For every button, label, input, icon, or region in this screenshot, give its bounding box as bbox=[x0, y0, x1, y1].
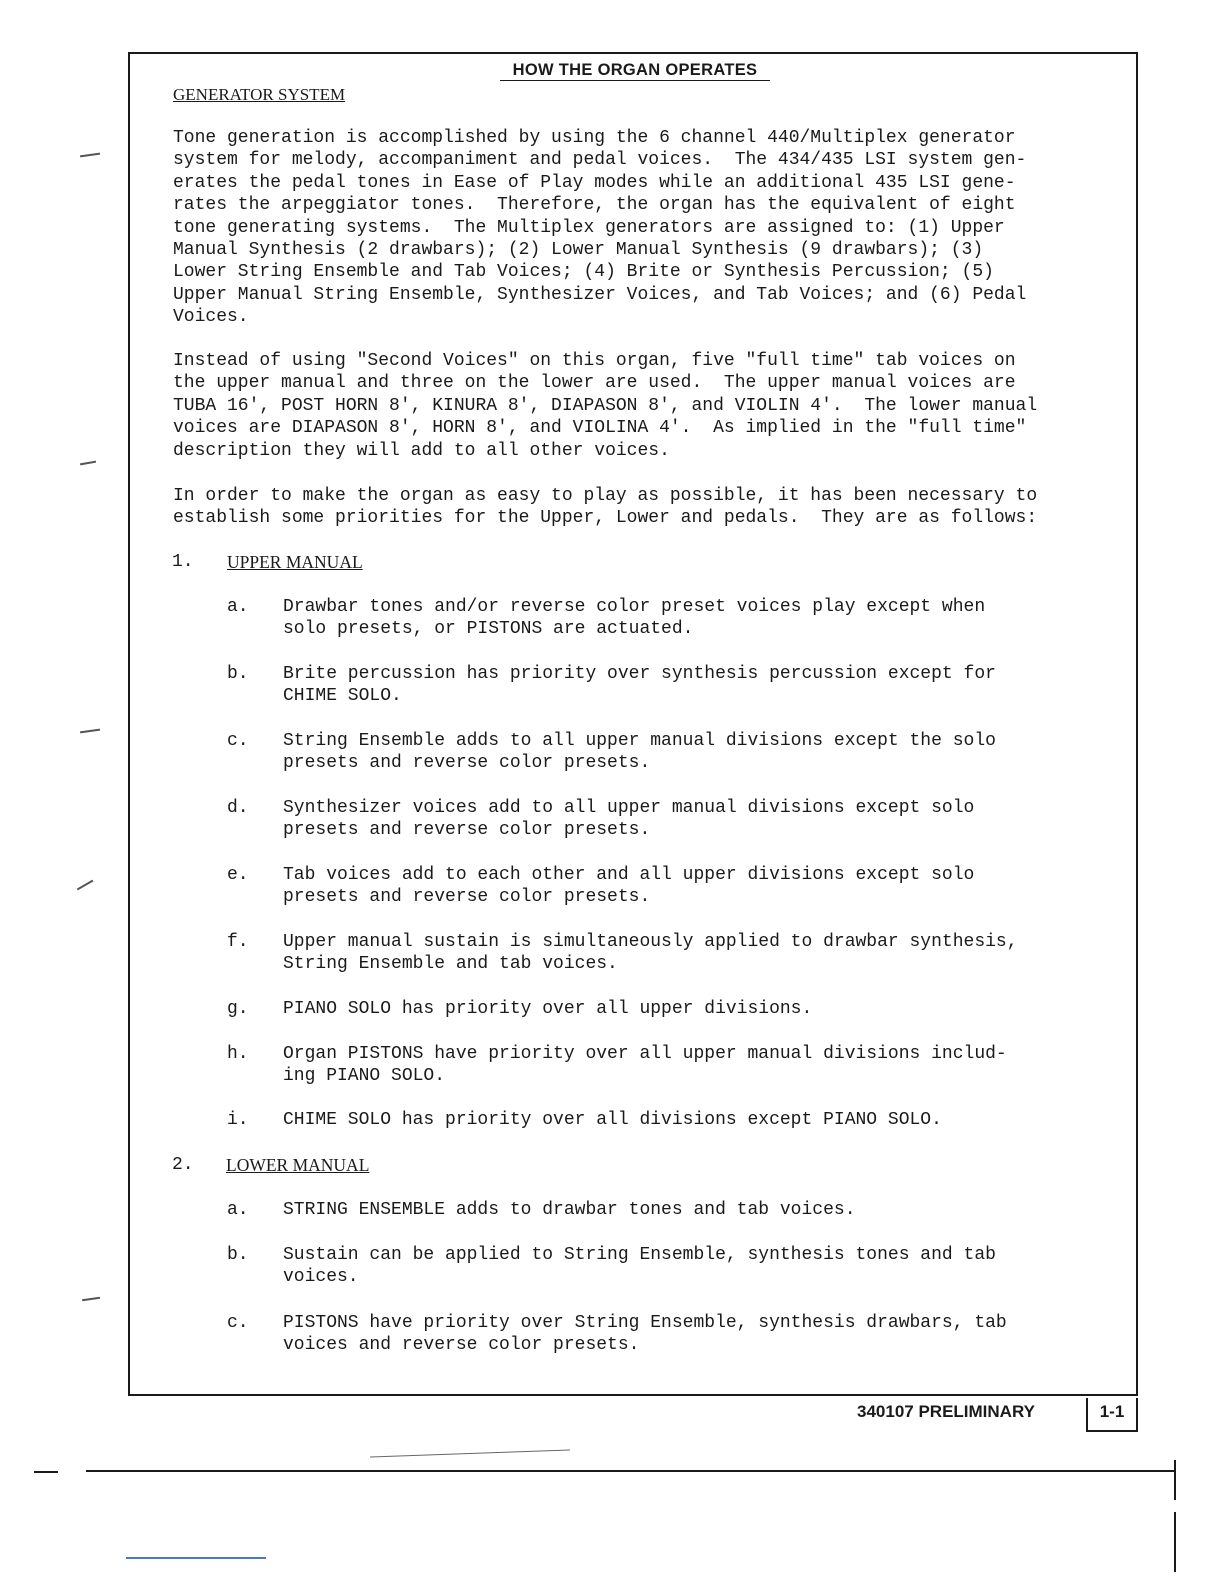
item-letter: a. bbox=[227, 1200, 249, 1220]
margin-mark bbox=[77, 880, 93, 890]
margin-mark bbox=[80, 461, 96, 465]
item-letter: c. bbox=[227, 731, 249, 751]
item-letter: d. bbox=[227, 798, 249, 818]
list-item: Sustain can be applied to String Ensemble, synthesis tones and tab voices. bbox=[283, 1245, 996, 1288]
section-heading-generator-system: GENERATOR SYSTEM bbox=[173, 85, 346, 104]
item-letter: e. bbox=[227, 865, 249, 885]
margin-mark bbox=[80, 729, 100, 733]
paragraph-second-voices: Instead of using "Second Voices" on this organ, five "full time" tab voices on the upper manual and three on the lower are used. The upper manual voices are TUBA 16', POST HORN 8', KINURA 8', DIAPASON 8', and VIOLIN 4'. The lower manual voices are DIAPASON 8', HORN 8', and VIOLINA 4'. As implied in the "full time" description they will add to all other voices. bbox=[173, 351, 1038, 461]
item-letter: c. bbox=[227, 1313, 249, 1333]
item-letter: f. bbox=[227, 932, 249, 952]
scan-artifact-line bbox=[1174, 1460, 1176, 1500]
paragraph-tone-generation: Tone generation is accomplished by using the 6 channel 440/Multiplex generator system for melody, accompaniment and pedal voices. The 434/435 LSI system gen- erates the pedal tones in Ease of Play modes while an additional 435 LSI gene- rates the arpeggiator tones. Therefore, the organ has the equivalent of eight tone generating systems. The Multiplex generators are assigned to: (1) Upper Manual Synthesis (2 drawbars); (2) Lower Manual Synthesis (9 drawbars); (3) Lower String Ensemble and Tab Voices; (4) Brite or Synthesis Percussion; (5) Upper Manual String Ensemble, Synthesizer Voices, and Tab Voices; and (6) Pedal Voices. bbox=[173, 128, 1027, 328]
document-code: 340107 PRELIMINARY bbox=[857, 1402, 1035, 1421]
item-letter: h. bbox=[227, 1044, 249, 1064]
list-item: Organ PISTONS have priority over all upper manual divisions includ- ing PIANO SOLO. bbox=[283, 1044, 1007, 1087]
list-item: String Ensemble adds to all upper manual divisions except the solo presets and reverse color presets. bbox=[283, 731, 996, 774]
item-letter: a. bbox=[227, 597, 249, 617]
bottom-rule bbox=[86, 1470, 1176, 1472]
scan-artifact-line bbox=[370, 1450, 570, 1458]
page-number: 1-1 bbox=[1099, 1402, 1125, 1421]
item-letter: g. bbox=[227, 999, 249, 1019]
item-letter: i. bbox=[227, 1110, 249, 1130]
list-item: Brite percussion has priority over synthesis percussion except for CHIME SOLO. bbox=[283, 664, 996, 707]
margin-mark bbox=[80, 153, 100, 157]
page-number-box bbox=[1086, 1398, 1138, 1432]
item-letter: b. bbox=[227, 1245, 249, 1265]
margin-mark bbox=[82, 1297, 100, 1301]
section-number: 2. bbox=[172, 1155, 194, 1175]
list-item: Tab voices add to each other and all upper divisions except solo presets and reverse color presets. bbox=[283, 865, 975, 908]
section-label-upper-manual: UPPER MANUAL bbox=[227, 552, 363, 572]
scan-artifact-line bbox=[1174, 1512, 1176, 1572]
list-item: Upper manual sustain is simultaneously applied to drawbar synthesis, String Ensemble and tab voices. bbox=[283, 932, 1018, 975]
scan-artifact-line bbox=[126, 1557, 266, 1559]
list-item: Drawbar tones and/or reverse color preset voices play except when solo presets, or PISTONS are actuated. bbox=[283, 597, 986, 640]
paragraph-priorities: In order to make the organ as easy to play as possible, it has been necessary to establish some priorities for the Upper, Lower and pedals. They are as follows: bbox=[173, 486, 1038, 529]
section-number: 1. bbox=[172, 552, 194, 572]
page-title: HOW THE ORGAN OPERATES bbox=[500, 61, 770, 81]
list-item: Synthesizer voices add to all upper manual divisions except solo presets and reverse color presets. bbox=[283, 798, 975, 841]
list-item: PIANO SOLO has priority over all upper divisions. bbox=[283, 999, 813, 1019]
list-item: PISTONS have priority over String Ensemble, synthesis drawbars, tab voices and reverse color presets. bbox=[283, 1313, 1007, 1356]
list-item: CHIME SOLO has priority over all divisions except PIANO SOLO. bbox=[283, 1110, 942, 1130]
scan-artifact-line bbox=[34, 1471, 58, 1473]
list-item: STRING ENSEMBLE adds to drawbar tones and tab voices. bbox=[283, 1200, 856, 1220]
section-label-lower-manual: LOWER MANUAL bbox=[226, 1155, 370, 1175]
item-letter: b. bbox=[227, 664, 249, 684]
